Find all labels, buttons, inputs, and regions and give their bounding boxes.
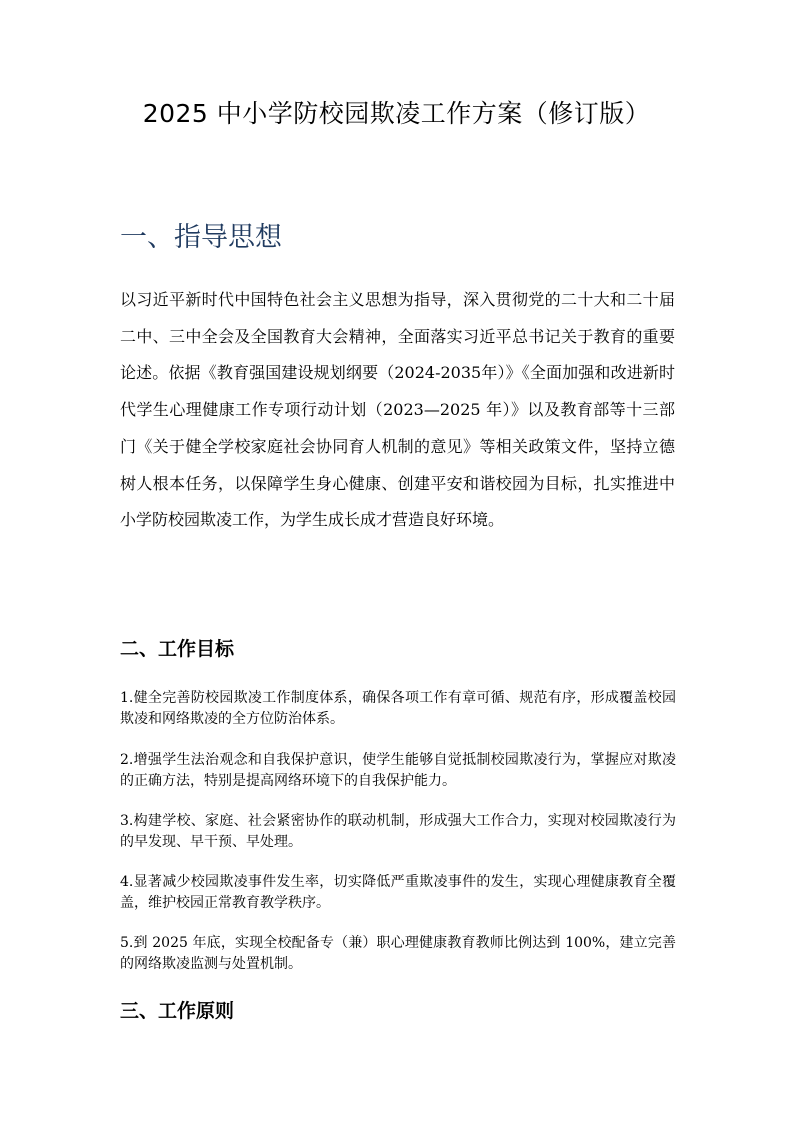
goal-item-4: 4.显著减少校园欺凌事件发生率，切实降低严重欺凌事件的发生，实现心理健康教育全覆盖，维护校园正常教育教学秩序。 — [120, 874, 676, 911]
goal-item-3: 3.构建学校、家庭、社会紧密协作的联动机制，形成强大工作合力，实现对校园欺凌行为的早发现、早干预、早处理。 — [120, 813, 676, 850]
section-heading-guiding-ideology: 一、指导思想 — [120, 222, 282, 253]
goal-item-5: 5.到 2025 年底，实现全校配备专（兼）职心理健康教育教师比例达到 100%，建立完善的网络欺凌监测与处置机制。 — [120, 935, 676, 972]
goal-item-2: 2.增强学生法治观念和自我保护意识，使学生能够自觉抵制校园欺凌行为，掌握应对欺凌的正确方法，特别是提高网络环境下的自我保护能力。 — [120, 752, 676, 789]
section-heading-work-principles: 三、工作原则 — [120, 1000, 235, 1022]
goal-item-1: 1.健全完善防校园欺凌工作制度体系，确保各项工作有章可循、规范有序，形成覆盖校园欺凌和网络欺凌的全方位防治体系。 — [120, 690, 676, 727]
document-title: 2025 中小学防校园欺凌工作方案（修订版） — [142, 99, 651, 128]
section-heading-work-goals: 二、工作目标 — [120, 638, 235, 660]
guiding-ideology-paragraph: 以习近平新时代中国特色社会主义思想为指导，深入贯彻党的二十大和二十届二中、三中全会及全国教育大会精神，全面落实习近平总书记关于教育的重要论述。依据《教育强国建设规划纲要（2024-2035年）》《全面加强和改进新时代学生心理健康工作专项行动计划（2023—2025 年）》以及教育部等十三部门《关于健全学校家庭社会协同育人机制的意见》等相关政策文件，坚持立德树人根本任务，以保障学生身心健康、创建平安和谐校园为目标，扎实推进中小学防校园欺凌工作，为学生成长成才营造良好环境。 — [120, 290, 675, 530]
